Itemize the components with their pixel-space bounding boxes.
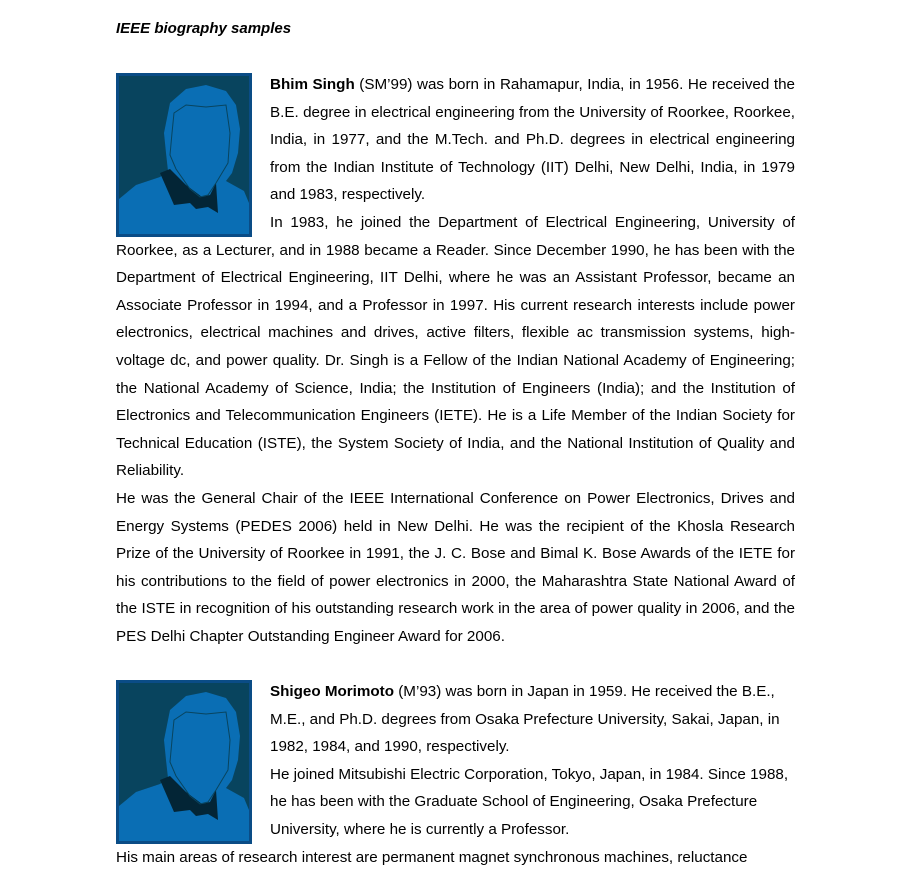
bio-name: Bhim Singh (270, 76, 355, 93)
bio-name: Shigeo Morimoto (270, 683, 395, 700)
bio-paragraph: (M’93) was born in Japan in 1959. He received the B.E., M.E., and Ph.D. degrees from Osaka Prefecture University, Sakai, Japan, in 1982, 1984, and 1990, respectively. (270, 683, 780, 756)
avatar (116, 73, 252, 237)
biography-shigeo-morimoto (116, 678, 795, 871)
page-title: IEEE biography samples (116, 20, 292, 37)
avatar (116, 680, 252, 844)
bio-paragraph: In 1983, he joined the Department of Electrical Engineering, University of Roorkee, as a Lecturer, and in 1988 became a Reader. Since December 1990, he has been with the Department of Electrical Engineering, IIT Delhi, where he was an Assistant Professor, became an Associate Professor in 1994, and a Professor in 1997. His current research interests include power electronics, electrical machines and drives, active filters, flexible ac transmission systems, high-voltage dc, and power quality. Dr. Singh is a Fellow of the Indian National Academy of Engineering; the National Academy of Science, India; the Institution of Engineers (India); and the Institution of Electronics and Telecommunication Engineers (IETE). He is a Life Member of the Indian Society for Technical Education (ISTE), the System Society of India, and the National Institution of Quality and Reliability. (116, 213, 795, 480)
bio-paragraph: His main areas of research interest are permanent magnet synchronous machines, reluctance (116, 848, 748, 866)
bio-paragraph: He was the General Chair of the IEEE International Conference on Power Electronics, Drives and Energy Systems (PEDES 2006) held in New Delhi. He was the recipient of the Khosla Research Prize of the University of Roorkee in 1991, the J. C. Bose and Bimal K. Bose Awards of the IETE for his contributions to the field of power electronics in 2000, the Maharashtra State National Award of the ISTE in recognition of his outstanding research work in the area of power quality in 2006, and the PES Delhi Chapter Outstanding Engineer Award for 2006. (116, 489, 795, 645)
biography-bhim-singh (116, 71, 795, 650)
person-silhouette-icon (116, 680, 252, 844)
bio-paragraph: (SM’99) was born in Rahamapur, India, in 1956. He received the B.E. degree in electrical engineering from the University of Roorkee, Roorkee, India, in 1977, and the M.Tech. and Ph.D. degrees in electrical engineering from the Indian Institute of Technology (IIT) Delhi, New Delhi, India, in 1979 and 1983, respectively. (270, 76, 795, 204)
bio-paragraph: He joined Mitsubishi Electric Corporation, Tokyo, Japan, in 1984. Since 1988, he has been with the Graduate School of Engineering, Osaka Prefecture University, where he is currently a Professor. (270, 765, 789, 838)
person-silhouette-icon (116, 73, 252, 237)
